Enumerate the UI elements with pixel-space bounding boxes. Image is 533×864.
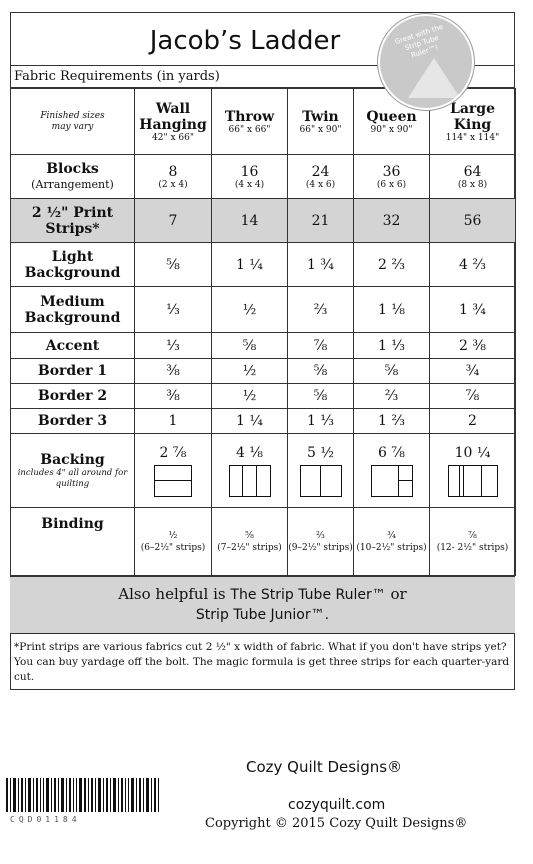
column-header: Throw 66" x 66" [212,89,288,155]
column-header: Queen 90" x 90" [354,89,430,155]
table-cell: 24 (4 x 6) [288,155,354,199]
strip-tube-ruler-link: The Strip Tube Ruler™ [230,587,386,603]
table-cell: ½ (6–2½" strips) [135,508,212,576]
table-cell: ½ [212,384,288,409]
strip-tube-junior-text: Strip Tube Junior™. [195,607,330,623]
size-note-line-1: Finished sizes [40,110,105,121]
barcode-number: CQD01184 [10,815,81,824]
table-cell: 2 [430,409,516,434]
requirements-label: Fabric Requirements (in yards) [14,69,220,84]
table-cell: ⅜ [135,384,212,409]
table-cell: 32 [354,199,430,243]
table-cell: ⅝ [288,359,354,384]
column-header: Large King 114" x 114" [430,89,516,155]
table-cell: 2 ⅔ [354,243,430,287]
table-cell: 1 ¾ [288,243,354,287]
table-cell: 7 [135,199,212,243]
table-cell: ⅔ [354,384,430,409]
table-cell: ⅝ (7–2½" strips) [212,508,288,576]
table-cell: 1 ⅓ [288,409,354,434]
backing-diagram-icon [229,465,271,497]
table-cell: 1 ⅔ [354,409,430,434]
table-cell: ½ [212,287,288,333]
row-label: Border 3 [11,409,135,434]
table-row-border-3 [11,409,516,434]
table-cell: 16 (4 x 4) [212,155,288,199]
table-row-accent [11,333,516,359]
table-cell: 1 ¾ [430,287,516,333]
table-cell: 1 ¼ [212,243,288,287]
size-note-line-2: may vary [51,121,94,132]
copyright-text: Copyright © 2015 Cozy Quilt Designs® [205,816,468,831]
table-row-blocks [11,155,516,199]
table-cell: 4 ⅔ [430,243,516,287]
table-cell: 14 [212,199,288,243]
table-cell: ⅓ [135,287,212,333]
table-cell: 10 ¼ [430,434,516,508]
backing-diagram-icon [371,465,413,497]
strip-tube-ruler-badge [378,14,474,110]
website-link[interactable]: cozyquilt.com [288,797,386,813]
badge-text: Great with the Strip Tube Ruler™! [393,22,445,60]
table-cell: 1 ¼ [212,409,288,434]
row-label: Blocks (Arrangement) [11,155,135,199]
table-cell: ⅞ (12- 2½" strips) [430,508,516,576]
row-label: Binding [11,508,135,576]
print-strips-footnote: *Print strips are various fabrics cut 2 ½" x width of fabric. What if you don't have strips yet? You can buy yardage off the bolt. The magic formula is get three strips for each quarter-yard cut. [14,641,510,683]
pattern-title: Jacob’s Ladder [149,26,341,56]
barcode-icon [6,778,162,812]
table-row-border-1 [11,359,516,384]
table-cell: 4 ⅛ [212,434,288,508]
row-label: Border 2 [11,384,135,409]
table-row-print-strips [11,199,516,243]
table-cell: ⅜ [135,359,212,384]
table-cell: ⅞ [430,384,516,409]
size-note-cell [11,89,135,155]
ruler-icon [408,58,460,98]
table-row-backing [11,434,516,508]
table-cell: 21 [288,199,354,243]
table-cell: 1 ⅛ [354,287,430,333]
fabric-table [10,88,516,576]
column-header: Twin 66" x 90" [288,89,354,155]
row-label: Medium Background [11,287,135,333]
row-label: Backing includes 4" all around for quilting [11,434,135,508]
also-helpful-banner [10,576,515,634]
table-cell: ⅓ [135,333,212,359]
row-label: Border 1 [11,359,135,384]
table-row-light-background [11,243,516,287]
table-cell: 8 (2 x 4) [135,155,212,199]
table-cell: 56 [430,199,516,243]
table-cell: ⅔ [288,287,354,333]
row-label: Light Background [11,243,135,287]
table-cell: 1 ⅓ [354,333,430,359]
table-cell: ⅝ [212,333,288,359]
table-cell: ⅝ [354,359,430,384]
row-label: 2 ½" Print Strips* [11,199,135,243]
table-cell: 5 ½ [288,434,354,508]
table-cell: 6 ⅞ [354,434,430,508]
table-cell: 2 ⅞ [135,434,212,508]
table-row-border-2 [11,384,516,409]
table-cell: ⅔ (9–2½" strips) [288,508,354,576]
also-helpful-line: Also helpful is The Strip Tube Ruler™ or [118,585,407,603]
table-cell: 36 (6 x 6) [354,155,430,199]
table-row-medium-background [11,287,516,333]
table-cell: ⅝ [288,384,354,409]
company-name: Cozy Quilt Designs® [246,758,403,776]
table-cell: ¾ [430,359,516,384]
table-cell: 2 ⅜ [430,333,516,359]
table-cell: 1 [135,409,212,434]
backing-diagram-icon [300,465,342,497]
table-cell: ½ [212,359,288,384]
table-cell: ¾ (10–2½" strips) [354,508,430,576]
backing-diagram-icon [448,465,498,497]
row-label: Accent [11,333,135,359]
column-header: Wall Hanging 42" x 66" [135,89,212,155]
table-cell: 64 (8 x 8) [430,155,516,199]
table-row-binding [11,508,516,576]
table-cell: ⅝ [135,243,212,287]
table-cell: ⅞ [288,333,354,359]
backing-diagram-icon [154,465,192,497]
